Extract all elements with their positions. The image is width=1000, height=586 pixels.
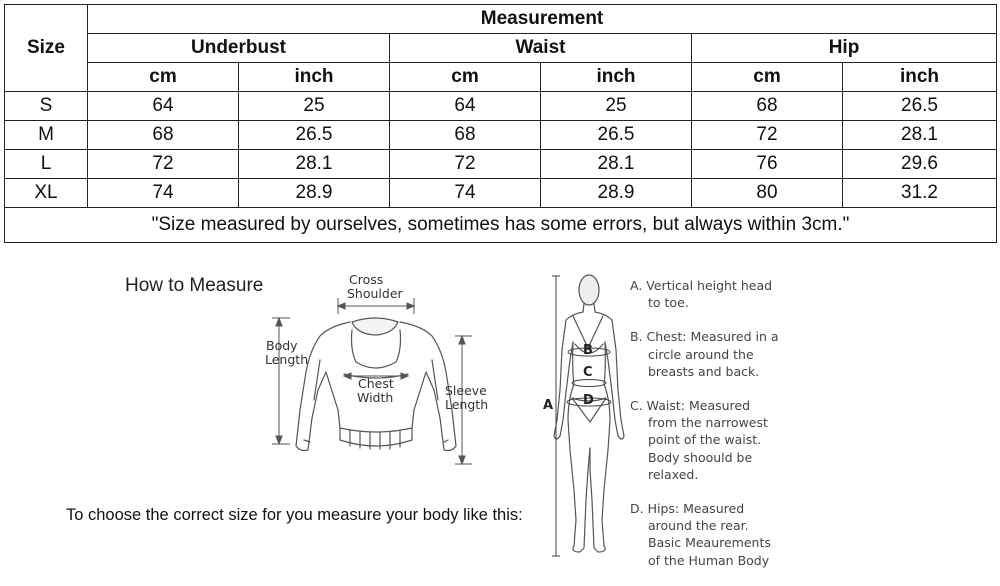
sleeve-length-label-2: Length [445,397,489,412]
how-to-measure-title: How to Measure [125,275,264,296]
size-cell: S [5,92,88,121]
note-line: breasts and back. [648,363,760,379]
group-header-waist: Waist [390,34,692,63]
value-cell: 26.5 [239,121,390,150]
note-line: A. Vertical height head [630,278,773,293]
body-label-c: C [583,365,593,380]
note-c [630,397,990,483]
note-line: Basic Meaurements [648,535,771,551]
value-cell: 72 [692,121,843,150]
value-cell: 72 [88,150,239,179]
value-cell: 74 [88,179,239,208]
note-line: C. Waist: Measured [630,398,751,414]
note-d [630,500,990,569]
size-cell: L [5,150,88,179]
value-cell: 68 [390,121,541,150]
value-cell: 28.1 [843,121,997,150]
note-line: circle around the [648,346,754,362]
unit-header: cm [88,63,239,92]
value-cell: 64 [390,92,541,121]
size-cell: XL [5,179,88,208]
value-cell: 31.2 [843,179,997,208]
unit-header: inch [843,63,997,92]
body-label-b: B [583,343,593,358]
note-a [630,277,990,311]
value-cell: 74 [390,179,541,208]
value-cell: 28.1 [239,150,390,179]
note-line: from the narrowest [648,415,768,431]
unit-header: cm [390,63,541,92]
value-cell: 68 [88,121,239,150]
size-header: Size [5,5,88,92]
unit-header: inch [239,63,390,92]
value-cell: 28.9 [239,179,390,208]
note-line: B. Chest: Measured in a [630,329,779,345]
choose-size-text: To choose the correct size for you measure your body like this: [66,506,523,524]
value-cell: 68 [692,92,843,121]
body-label-d: D [583,393,594,408]
value-cell: 72 [390,150,541,179]
body-length-label-2: Length [265,352,309,367]
note-line: Body shoould be [648,449,753,465]
value-cell: 25 [239,92,390,121]
chest-width-label-1: Chest [358,376,394,391]
value-cell: 64 [88,92,239,121]
note-line: to toe. [648,295,689,311]
note-line: point of the waist. [648,432,762,448]
unit-header: inch [541,63,692,92]
unit-header: cm [692,63,843,92]
group-header-underbust: Underbust [88,34,390,63]
sleeve-length-label-1: Sleeve [445,383,487,398]
value-cell: 28.1 [541,150,692,179]
measurement-notes [630,277,990,586]
note-line: relaxed. [648,466,699,482]
cross-shoulder-label-2: Shoulder [347,286,403,301]
value-cell: 80 [692,179,843,208]
body-label-a: A [543,398,554,413]
value-cell: 25 [541,92,692,121]
value-cell: 26.5 [541,121,692,150]
value-cell: 26.5 [843,92,997,121]
size-cell: M [5,121,88,150]
cross-shoulder-label-1: Cross [349,272,384,287]
value-cell: 76 [692,150,843,179]
table-note: "Size measured by ourselves, sometimes has some errors, but always within 3cm." [5,208,997,243]
value-cell: 29.6 [843,150,997,179]
note-line: around the rear. [648,518,749,534]
group-header-hip: Hip [692,34,997,63]
chest-width-label-2: Width [357,390,394,405]
measurement-header: Measurement [88,5,997,34]
note-b [630,328,990,380]
value-cell: 28.9 [541,179,692,208]
note-line: of the Human Body [648,552,770,568]
note-line: D. Hips: Measured [630,501,745,517]
body-length-label-1: Body [266,338,298,353]
